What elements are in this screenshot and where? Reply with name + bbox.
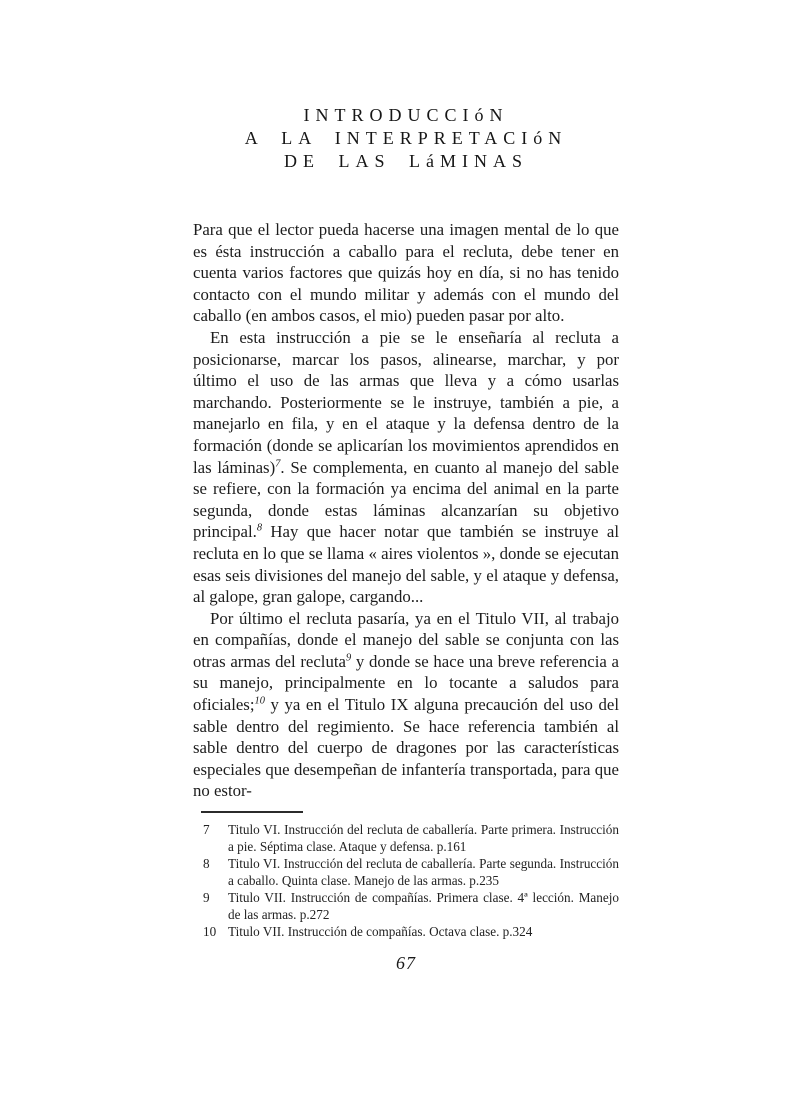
footnote-text: Titulo VII. Instrucción de compañías. Octava clase. p.324: [228, 924, 533, 940]
footnote-text: Titulo VII. Instrucción de compañías. Primera clase. 4ª lección. Manejo de las armas. p.272: [228, 890, 619, 923]
text-column: [193, 0, 619, 974]
footnote: [193, 923, 619, 940]
footnote-number: 9: [203, 890, 210, 906]
footnote-reference: 10: [254, 695, 265, 707]
footnote-block: [193, 811, 619, 940]
chapter-title-line-3: DE LAS LáMINAS: [284, 151, 528, 171]
paragraph: En esta instrucción a pie se le enseñaría al recluta a posicionarse, marcar los pasos, alinearse, marchar, y por último el uso de las armas que lleva y a cómo usarlas marchando. Posteriormente se le instruye, también a pie, a manejarlo en fila, y en el ataque y la defensa dentro de la formación (donde se aplicarían los movimientos aprendidos en las láminas)$^7$. Se complementa, en cuanto al manejo del sable se refiere, con la formación ya encima del animal en la parte segunda, donde estas láminas alcanzarían su objetivo principal.$^8$ Hay que hacer notar que también se instruye al recluta en lo que se llama « aires violentos », donde se ejecutan esas seis divisiones del manejo del sable, y el ataque y defensa, al galope, gran galope, cargando...: [193, 327, 620, 607]
footnote-text: Titulo VI. Instrucción del recluta de caballería. Parte primera. Instrucción a pie. Séptima clase. Ataque y defensa. p.161: [228, 822, 619, 855]
chapter-title: [193, 104, 619, 173]
paragraph: Para que el lector pueda hacerse una imagen mental de lo que es ésta instrucción a caballo para el recluta, debe tener en cuenta varios factores que quizás hoy en día, si no has tenido contacto con el mundo militar y además con el mundo del caballo (en ambos casos, el mio) pueden pasar por alto.: [193, 220, 619, 326]
chapter-title-line-1: INTRODUCCIóN: [303, 105, 509, 125]
footnote-reference: 8: [256, 522, 263, 534]
body-text: [193, 219, 619, 802]
footnote: [193, 855, 619, 889]
footnote-text: Titulo VI. Instrucción del recluta de caballería. Parte segunda. Instrucción a caballo. Quinta clase. Manejo de las armas. p.235: [228, 856, 619, 889]
footnote-reference: 9: [345, 652, 352, 664]
footnote-list: [193, 821, 619, 940]
paragraph: Por último el recluta pasaría, ya en el Titulo VII, al trabajo en compañías, donde el manejo del sable se conjunta con las otras armas del recluta$^9$ y donde se hace una breve referencia a su manejo, principalmente en lo tocante a saludos para oficiales;$^{10}$ y ya en el Titulo IX alguna precaución del uso del sable dentro del regimiento. Se hace referencia también al sable dentro del cuerpo de dragones por las características especiales que desempeñan de infantería transportada, para que no estor-: [193, 608, 619, 801]
footnote-separator-rule: [201, 811, 303, 813]
chapter-title-line-2: A LA INTERPRETACIóN: [244, 128, 568, 148]
footnote: [193, 821, 619, 855]
footnote-number: 8: [203, 856, 210, 872]
page-number: 67: [396, 953, 416, 974]
footnote-reference: 7: [275, 457, 281, 469]
footnote: [193, 889, 619, 923]
footnote-number: 10: [203, 924, 217, 940]
footnote-number: 7: [203, 822, 210, 838]
